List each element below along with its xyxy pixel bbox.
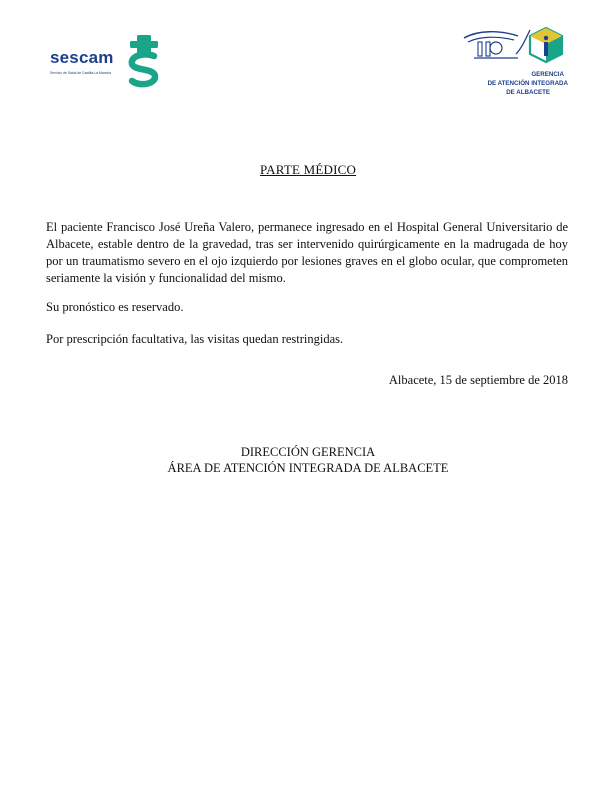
document-date: Albacete, 15 de septiembre de 2018 — [388, 373, 568, 387]
prognosis-paragraph: Su pronóstico es reservado. — [46, 300, 184, 314]
gerencia-albacete-icon — [460, 24, 566, 70]
gerencia-albacete-logo — [454, 24, 570, 98]
signature-line1: DIRECCIÓN GERENCIA — [240, 445, 376, 459]
gerencia-logo-line3: DE ALBACETE — [506, 89, 550, 96]
document-title: PARTE MÉDICO — [259, 162, 357, 177]
gerencia-logo-line2: DE ATENCIÓN INTEGRADA — [487, 80, 568, 87]
sescam-s-cross-icon — [124, 34, 164, 88]
gerencia-logo-line1: GERENCIA — [531, 71, 564, 78]
sescam-subtitle: Servicio de Salud de Castilla-La Mancha — [50, 71, 112, 75]
report-paragraph-main: El paciente Francisco José Ureña Valero, permanece ingresado en el Hospital General Universitario de Albacete, estable dentro de la gravedad, tras ser intervenido quirúrgicamente en la madrugada de hoy por un traumatismo severo en el ojo izquierdo por lesiones graves en el globo ocular, que comprometen seriamente la visión y funcionalidad del mismo. — [46, 220, 568, 285]
sescam-logo — [44, 34, 164, 90]
signature-block — [0, 444, 616, 476]
visits-paragraph: Por prescripción facultativa, las visitas quedan restringidas. — [46, 332, 344, 346]
sescam-wordmark: sescam — [50, 48, 114, 67]
signature-line2: ÁREA DE ATENCIÓN INTEGRADA DE ALBACETE — [167, 461, 449, 475]
